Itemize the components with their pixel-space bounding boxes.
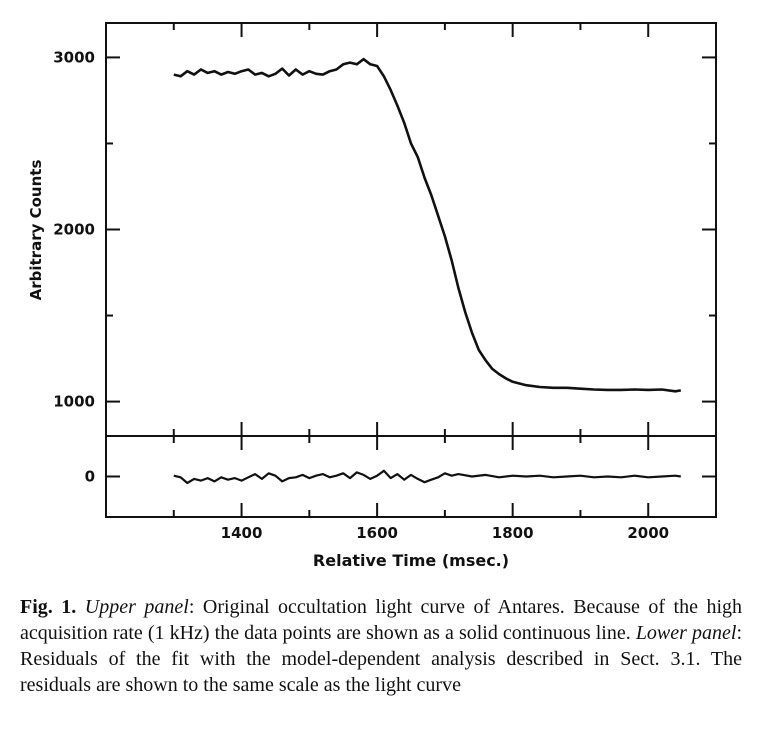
x-tick-label-1400: 1400	[220, 524, 263, 542]
upper-panel-frame	[106, 23, 716, 436]
x-axis-label: Relative Time (msec.)	[312, 551, 510, 570]
x-tick-label-1800: 1800	[491, 524, 534, 542]
lower-y-tick-label-0: 0	[84, 467, 95, 486]
upper-y-tick-label-3000: 3000	[53, 48, 95, 67]
y-axis-label: Arbitrary Counts	[27, 159, 45, 301]
light-curve-line	[174, 59, 681, 391]
figure-caption	[20, 594, 742, 698]
axis-ticks	[106, 23, 716, 517]
upper-y-tick-label-1000: 1000	[53, 392, 95, 411]
axis-tick-labels	[53, 48, 669, 542]
caption-upper-label: Upper panel	[84, 596, 189, 618]
residuals-line	[174, 471, 681, 483]
caption-lower-label: Lower panel	[635, 622, 737, 644]
caption-figure-label: Fig. 1.	[20, 596, 77, 618]
caption-lower-text: : Residuals of the fit with the model-dependent analysis described in Sect. 3.1. The residuals are shown to the same scale as the light curve	[20, 622, 742, 696]
x-tick-label-2000: 2000	[627, 524, 670, 542]
x-tick-label-1600: 1600	[356, 524, 398, 542]
caption-upper-text: : Original occultation light curve of Antares. Because of the high acquisition rate (1 kHz) the data points are shown as a solid continuous line.	[20, 596, 742, 644]
upper-y-tick-label-2000: 2000	[53, 220, 95, 239]
